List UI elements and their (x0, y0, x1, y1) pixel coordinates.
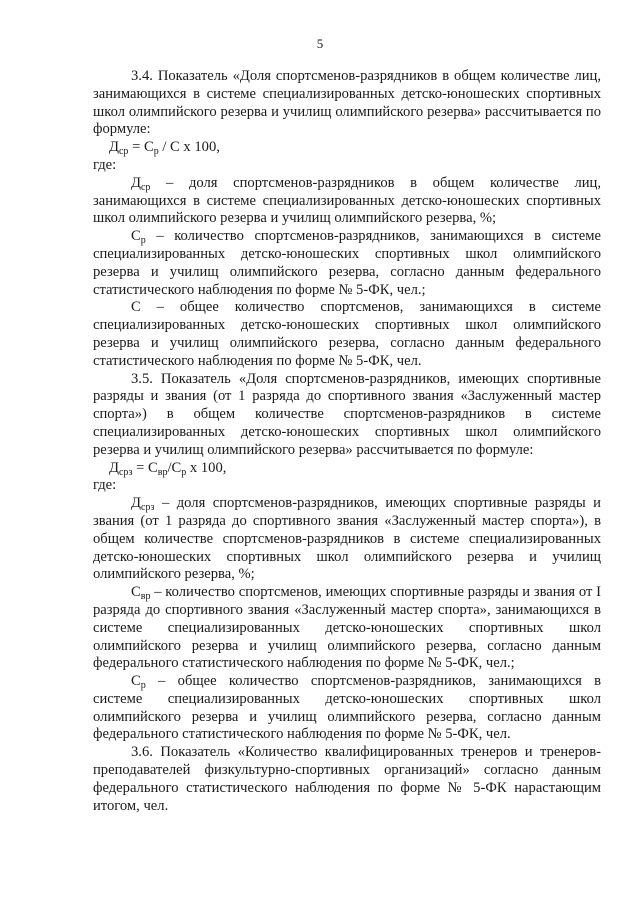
paragraph-3-4: 3.4. Показатель «Доля спортсменов-разрядников в общем количестве лиц, занимающихся в системе специализированных детско-юношеских спортивных школ олимпийского резерва и училищ олимпийского резерва» рассчитывается по формуле: (93, 68, 601, 138)
formula-2-rest: х 100, (186, 459, 227, 476)
definition-dsrz (93, 495, 601, 584)
definition-cr-symbol-sub: р (140, 235, 146, 247)
definition-cvr (93, 584, 601, 673)
document-body (93, 68, 601, 815)
definition-c: С – общее количество спортсменов, занимающихся в системе специализированных детско-юношеских спортивных школ олимпийского резерва и училищ олимпийского резерва, согласно данным федерального статистического наблюдения по форме № 5-ФК, чел. (93, 299, 601, 369)
definition-cr-text: – количество спортсменов-разрядников, занимающихся в системе специализированных детско-юношеских спортивных школ олимпийского резерва и училищ олимпийского резерва, согласно данным федерального статистического наблюдения по форме № 5-ФК, чел.; (93, 228, 601, 298)
definition-cr-symbol: С (131, 228, 141, 245)
definition-dsr (93, 175, 601, 228)
definition-dsr-text: – доля спортсменов-разрядников в общем количестве лиц, занимающихся в системе специализированных детско-юношеских спортивных школ олимпийского резерва и училищ олимпийского резерва, %; (93, 174, 601, 227)
definition-cvr-text: – количество спортсменов, имеющих спортивные разряды и звания от I разряда до спортивного звания «Заслуженный мастер спорта», занимающихся в системе специализированных детско-юношеских спортивных школ олимпийского резерва и училищ олимпийского резерва, согласно данным федерального статистического наблюдения по форме № 5-ФК, чел.; (93, 584, 601, 672)
formula-2-cr-sub: р (181, 466, 187, 478)
definition-cr (93, 228, 601, 299)
formula-2-slash: /С (167, 459, 182, 476)
definition-dsrz-text: – доля спортсменов-разрядников, имеющих спортивные разряды и звания (от 1 разряда до спортивного звания «Заслуженный мастер спорта»), в общем количестве спортсменов-разрядников в системе специализированных детско-юношеских спортивных школ олимпийского резерва и училищ олимпийского резерва, %; (93, 495, 601, 583)
formula-2-c-sub: вр (157, 466, 168, 478)
where-label-2: где: (93, 477, 117, 494)
definition-cr-total-symbol: С (131, 673, 141, 690)
formula-1 (93, 139, 601, 157)
definition-dsrz-symbol: Д (131, 495, 141, 512)
formula-1-eq: = С (128, 139, 154, 156)
formula-1-rest: / С х 100, (158, 139, 220, 156)
definition-dsrz-symbol-sub: срз (140, 502, 155, 514)
definition-cvr-symbol: С (131, 584, 141, 601)
where-label-1: где: (93, 156, 117, 173)
formula-2 (93, 460, 601, 478)
definition-cr-total (93, 673, 601, 744)
formula-1-lhs-sub: ср (118, 146, 129, 158)
formula-1-lhs: Д (109, 139, 119, 156)
definition-cr-total-symbol-sub: р (140, 680, 146, 692)
formula-2-lhs-sub: срз (118, 466, 133, 478)
definition-dsr-symbol: Д (131, 174, 141, 191)
page-number: 5 (316, 36, 324, 51)
paragraph-3-5: 3.5. Показатель «Доля спортсменов-разрядников, имеющих спортивные разряды и звания (от 1 разряда до спортивного звания «Заслуженный мастер спорта») в общем количестве спортсменов-разрядников в системе специализированных детско-юношеских спортивных школ олимпийского резерва и училищ олимпийского резерва» рассчитывается по формуле: (93, 370, 601, 458)
formula-1-cr-sub: р (153, 146, 159, 158)
formula-2-lhs: Д (109, 459, 119, 476)
definition-cr-total-text: – общее количество спортсменов-разрядников, занимающихся в системе специализированных детско-юношеских спортивных школ олимпийского резерва и училищ олимпийского резерва, согласно данным федерального статистического наблюдения по форме № 5-ФК, чел. (93, 673, 601, 743)
paragraph-3-6: 3.6. Показатель «Количество квалифицированных тренеров и тренеров-преподавателей физкультурно-спортивных организаций» согласно данным федерального статистического наблюдения по форме № 5-ФК нарастающим итогом, чел. (93, 744, 601, 814)
definition-dsr-symbol-sub: ср (140, 181, 151, 193)
definition-cvr-symbol-sub: вр (140, 591, 151, 603)
formula-2-eq: = С (132, 459, 158, 476)
